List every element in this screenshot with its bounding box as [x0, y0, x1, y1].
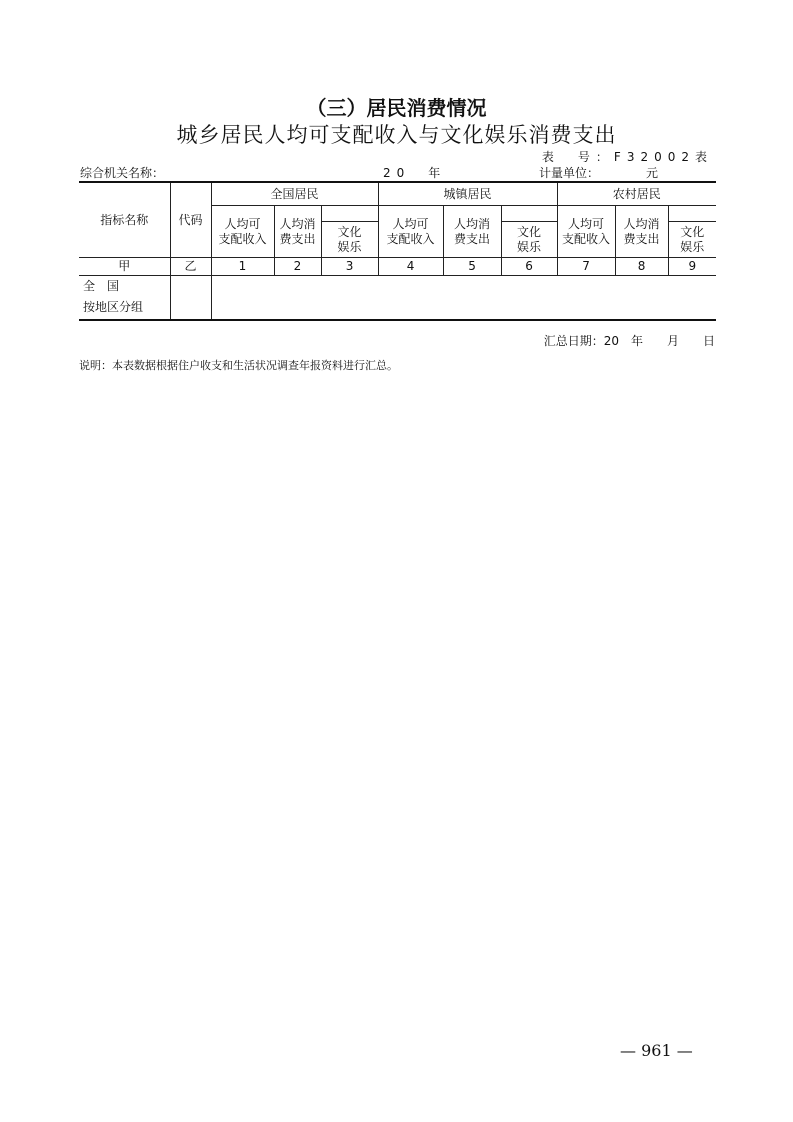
index-cell: 7	[557, 258, 615, 276]
index-cell: 3	[321, 258, 378, 276]
summary-date: 汇总日期：20 年 月 日	[543, 334, 715, 348]
unit-value: 元	[646, 166, 659, 180]
header-spending: 人均消 费支出	[274, 206, 321, 258]
header-culture: 文化 娱乐	[668, 222, 716, 258]
header-culture: 文化 娱乐	[501, 222, 557, 258]
index-cell: 乙	[170, 258, 211, 276]
page-number: — 961 —	[620, 1041, 693, 1060]
section-title: （三）居民消费情况	[306, 96, 487, 120]
row-labels	[79, 276, 170, 320]
index-cell: 2	[274, 258, 321, 276]
table-note: 说明：本表数据根据住户收支和生活状况调查年报资料进行汇总。	[79, 359, 398, 372]
index-row	[79, 258, 716, 276]
form-number: 表 号：F32002表	[541, 150, 713, 164]
header-spending: 人均消 费支出	[443, 206, 501, 258]
index-cell: 5	[443, 258, 501, 276]
header-code: 代码	[170, 182, 211, 258]
statistics-table	[79, 181, 716, 321]
year-label: 20 年	[383, 166, 447, 180]
data-area	[211, 276, 716, 320]
header-group-national: 全国居民	[211, 182, 378, 206]
organization-label: 综合机关名称：	[80, 166, 165, 180]
header-income: 人均可 支配收入	[211, 206, 274, 258]
header-income: 人均可 支配收入	[378, 206, 443, 258]
index-cell: 8	[615, 258, 668, 276]
row-label-by-region: 按地区分组	[83, 300, 144, 314]
index-cell: 4	[378, 258, 443, 276]
index-cell: 6	[501, 258, 557, 276]
index-cell: 甲	[79, 258, 170, 276]
header-group-rural: 农村居民	[557, 182, 716, 206]
header-income: 人均可 支配收入	[557, 206, 615, 258]
header-spending: 人均消 费支出	[615, 206, 668, 258]
table-row	[79, 276, 716, 320]
header-indicator-name: 指标名称	[79, 182, 170, 258]
code-cell	[170, 276, 211, 320]
index-cell: 1	[211, 258, 274, 276]
header-group-urban: 城镇居民	[378, 182, 557, 206]
unit-label: 计量单位：	[539, 166, 600, 180]
row-label-national: 全 国	[83, 279, 120, 293]
header-culture: 文化 娱乐	[321, 222, 378, 258]
page-title: 城乡居民人均可支配收入与文化娱乐消费支出	[176, 123, 617, 147]
index-cell: 9	[668, 258, 716, 276]
